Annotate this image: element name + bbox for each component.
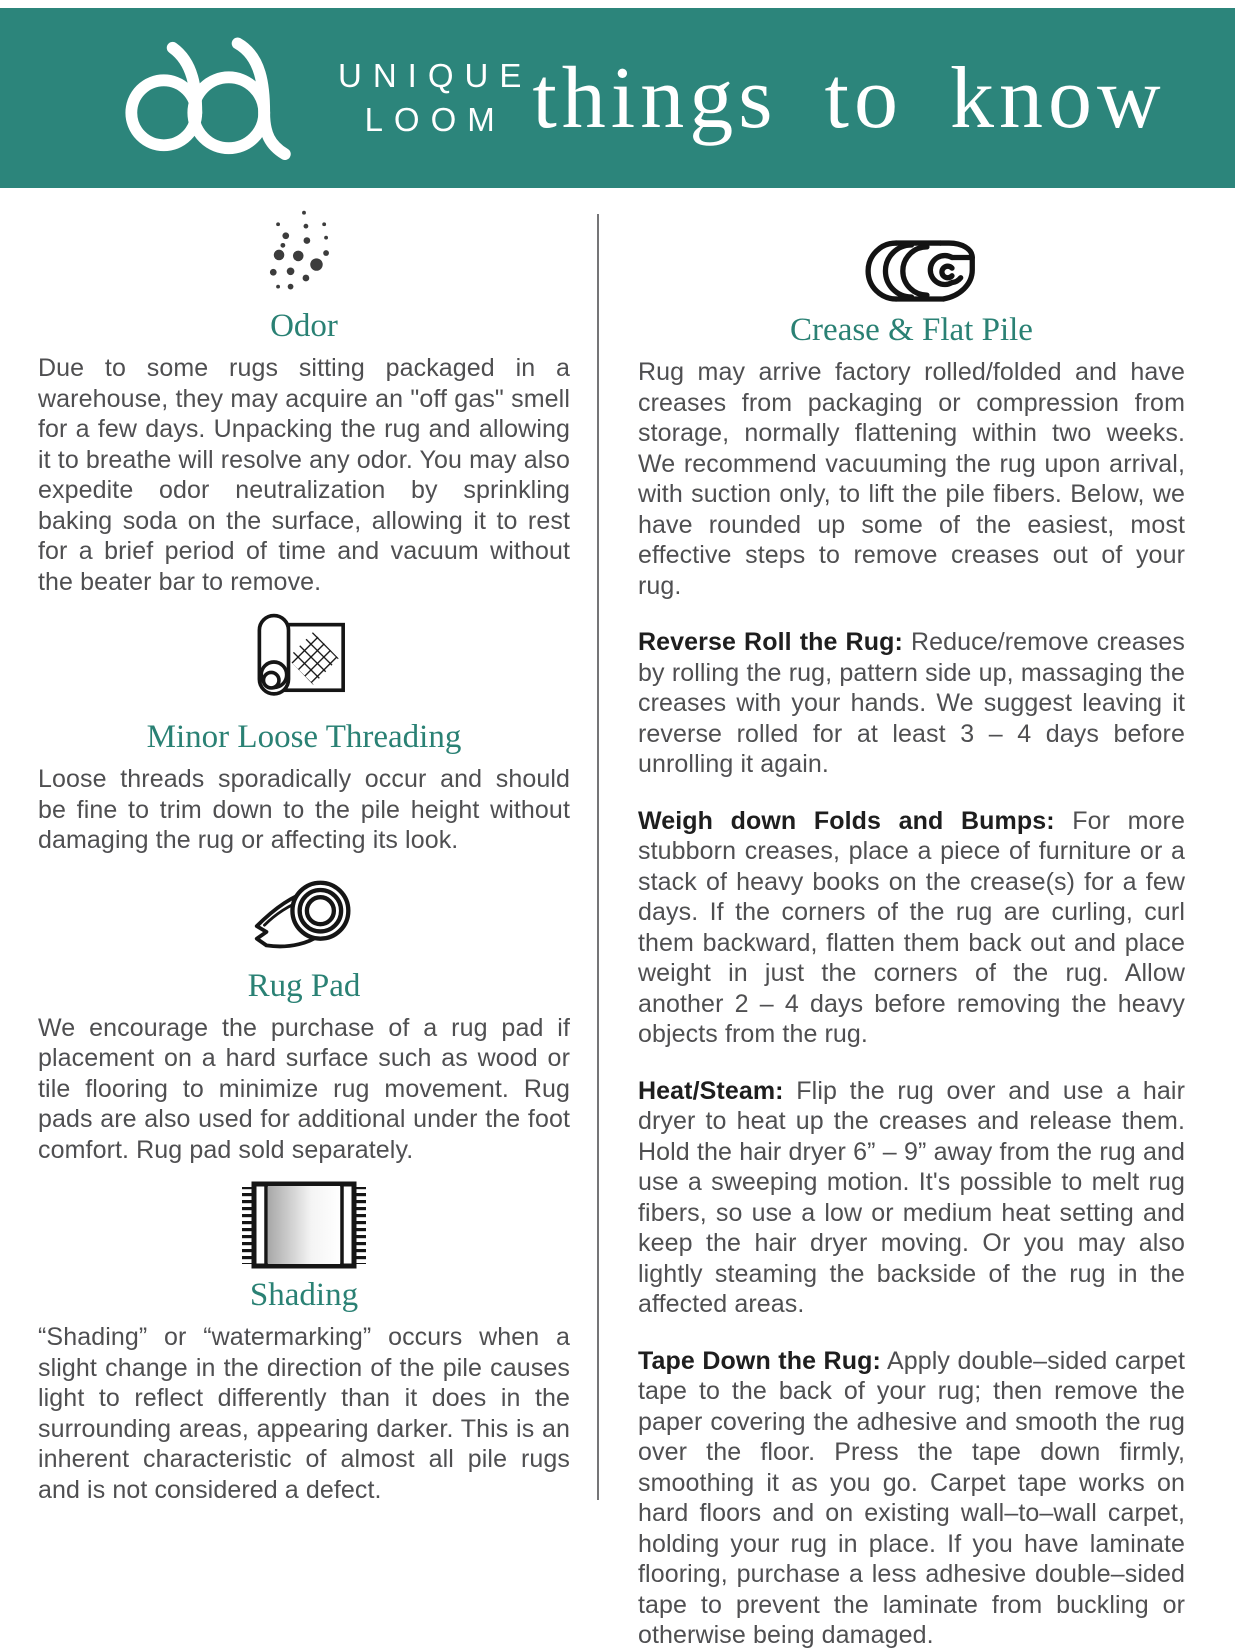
rug-pad-paragraph: We encourage the purchase of a rug pad if placement on a hard surface such as wood or tile flooring to minimize rug movement. Rug pads are also used for additional under the foot comfort. Rug pad sold separately. (38, 1013, 570, 1164)
tip-tape-down-label: Tape Down the Rug: (638, 1346, 881, 1375)
tip-tape-down (638, 1346, 1185, 1651)
tip-heat-steam (638, 1076, 1185, 1320)
section-shading (38, 1179, 570, 1505)
brand-logo (116, 36, 532, 160)
odor-heading: Odor (270, 308, 338, 344)
tip-reverse-roll (638, 627, 1185, 780)
tip-reverse-roll-label: Reverse Roll the Rug: (638, 628, 903, 656)
rug-pad-heading: Rug Pad (247, 967, 361, 1004)
crease-flat-pile-heading: Crease & Flat Pile (790, 312, 1033, 348)
tip-weigh-down-label: Weigh down Folds and Bumps: (638, 806, 1055, 835)
tip-weigh-down-text: For more stubborn creases, place a piece of furniture or a stack of heavy books on the crease(s) for a few days. If the corners of the rug are curling, curl them backward, flatten them back out and place weight in just the corners of the rug. Allow another 2 – 4 days before removing the heavy objects from the rug. (638, 806, 1185, 1048)
odor-paragraph: Due to some rugs sitting packaged in a warehouse, they may acquire an "off gas" smell for a few days. Unpacking the rug and allowing it to breathe will resolve any odor. You may also expedite odor neutralization by sprinkling baking soda on the surface, allowing it to rest for a brief period of time and vacuum without the beater bar to remove. (38, 354, 570, 596)
unrolled-rug-crosshatch-icon (253, 611, 355, 713)
brand-line-2: LOOM (364, 101, 506, 138)
section-crease-flat-pile (638, 236, 1185, 1651)
rolled-rug-spiral-icon (844, 236, 979, 306)
fringed-rug-gradient-icon (239, 1179, 369, 1271)
tip-reverse-roll-text: Reduce/remove creases by rolling the rug, pattern side up, massaging the creases with your hands. We suggest leaving it reverse rolled for at least 3 – 4 days before unrolling it again. (638, 628, 1185, 778)
loose-threading-paragraph: Loose threads sporadically occur and should be fine to trim down to the pile height without damaging the rug or affecting its look. (38, 765, 570, 854)
section-loose-threading (38, 611, 570, 856)
tip-tape-down-text: Apply double–sided carpet tape to the back of your rug; then remove the paper covering the adhesive and smooth the rug over the floor. Press the tape down firmly, smoothing it as you go. Carpet tape works on hard floors and on existing wall–to–wall carpet, holding your rug in place. If you have laminate flooring, purchase a less adhesive double–sided tape to prevent the laminate from buckling or otherwise being damaged. (638, 1346, 1185, 1649)
pad-roll-icon (251, 870, 357, 962)
content-columns (0, 188, 1235, 1649)
shading-heading: Shading (249, 1277, 359, 1313)
shading-paragraph: “Shading” or “watermarking” occurs when a slight change in the direction of the pile causes light to reflect differently than it does in the surrounding areas, appearing darker. This is an inherent characteristic of almost all pile rugs and is not considered a defect. (38, 1323, 570, 1504)
crease-intro-paragraph: Rug may arrive factory rolled/folded and have creases from packaging or compression from storage, normally flattening within two weeks. We recommend vacuuming the rug upon arrival, with suction only, to lift the pile fibers. Below, we have rounded up some of the easiest, most effective steps to remove creases out of your rug. (638, 358, 1185, 600)
left-column (0, 206, 570, 1504)
loose-threading-heading: Minor Loose Threading (146, 719, 462, 755)
page-title: things to know (532, 49, 1166, 147)
scattered-dots-icon (256, 206, 352, 302)
tip-weigh-down (638, 806, 1185, 1050)
right-column (599, 206, 1235, 1649)
header-banner (0, 8, 1235, 188)
unique-loom-logo-icon (116, 36, 312, 160)
brand-name (338, 54, 532, 141)
brand-line-1: UNIQUE (338, 57, 533, 95)
section-rug-pad (38, 870, 570, 1166)
tip-heat-steam-text: Flip the rug over and use a hair dryer to heat up the creases and release them. Hold the hair dryer 6” – 9” away from the rug and use a sweeping motion. It's possible to melt rug fibers, so use a low or medium heat setting and keep the hair dryer moving. Or you may also lightly steaming the backside of the rug in the affected areas. (638, 1076, 1185, 1318)
tip-heat-steam-label: Heat/Steam: (638, 1076, 784, 1105)
section-odor (38, 206, 570, 597)
